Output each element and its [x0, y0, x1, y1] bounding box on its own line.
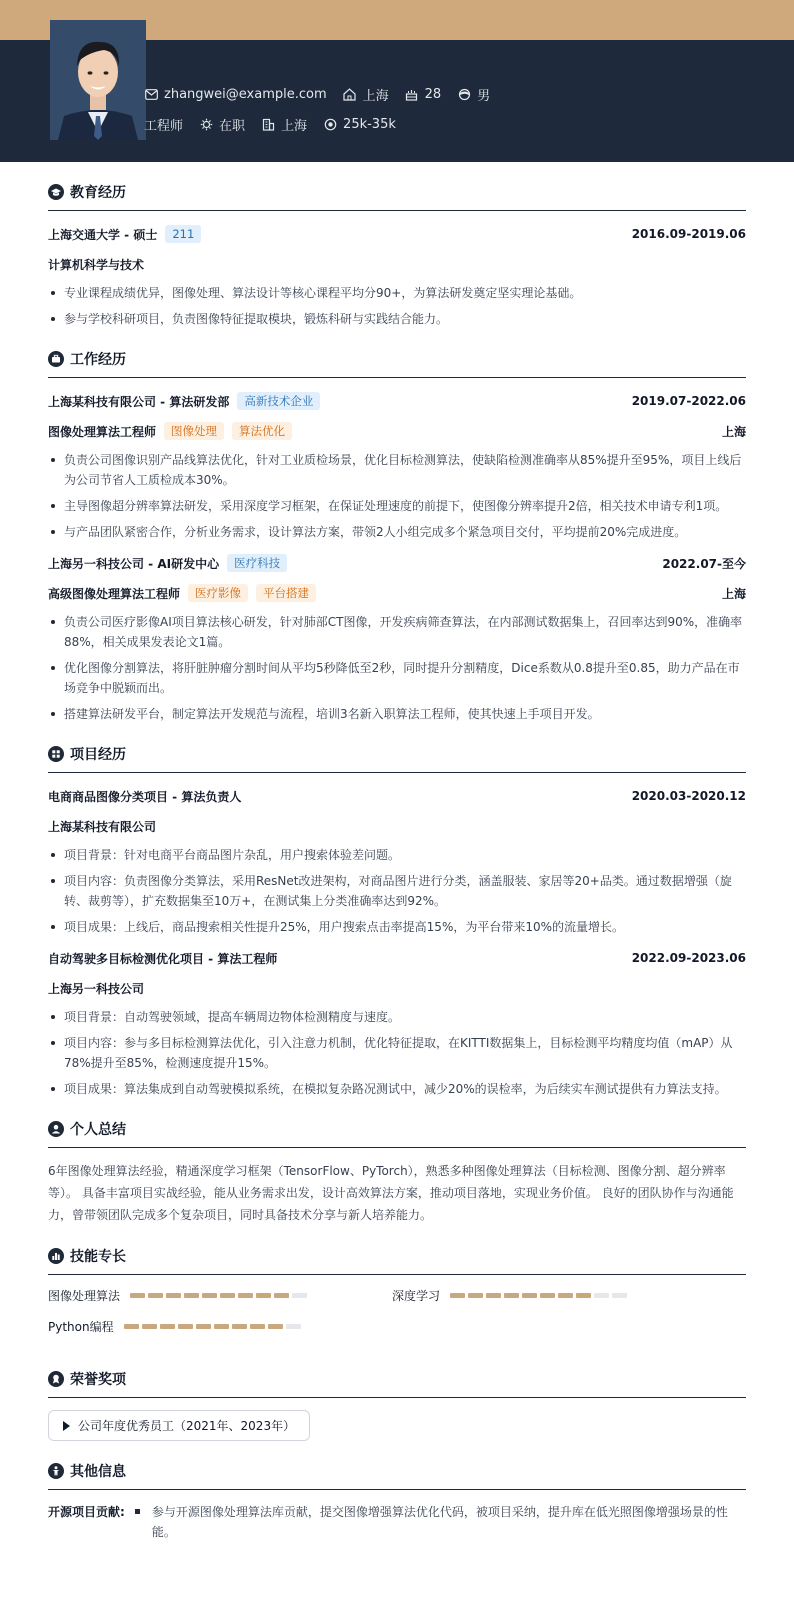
school-tag: 211: [165, 225, 201, 243]
skill-segment-filled: [504, 1293, 519, 1298]
work-date: 2022.07-至今: [662, 556, 746, 571]
mail-icon: [144, 88, 158, 102]
list-item: 与产品团队紧密合作，分析业务需求，设计算法方案，带领2人小组完成多个紧急项目交付，平均提前20%完成进度。: [48, 522, 746, 542]
grid-icon: [48, 746, 64, 762]
education-entry: [48, 223, 746, 329]
work-city-item: [261, 115, 307, 134]
education-bullets: [48, 283, 746, 329]
email-item: [144, 87, 327, 102]
skill-name: 深度学习: [392, 1289, 441, 1303]
summary-title: 个人总结: [70, 1122, 126, 1138]
skill-segment-filled: [558, 1293, 573, 1298]
list-item: 参与学校科研项目，负责图像特征提取模块，锻炼科研与实践结合能力。: [48, 309, 746, 329]
education-date: 2016.09-2019.06: [631, 227, 746, 241]
skill-segment-filled: [232, 1324, 247, 1329]
resume-body: [0, 162, 794, 1542]
summary-heading: [48, 1119, 746, 1148]
work-date: 2019.07-2022.06: [631, 394, 746, 408]
project-company-row: [48, 977, 746, 999]
skill-segment-filled: [268, 1324, 283, 1329]
position-name: 图像处理算法工程师: [48, 424, 157, 439]
skill-bar: [450, 1293, 630, 1298]
education-section: [48, 182, 746, 329]
job-title-item: [144, 115, 183, 134]
email-text: zhangwei@example.com: [164, 87, 327, 102]
project-date: 2022.09-2023.06: [631, 951, 746, 965]
profile-header: [0, 40, 794, 162]
skill-segment-empty: [292, 1293, 307, 1298]
work-position-row: [48, 420, 746, 442]
work-section: [48, 349, 746, 724]
person-icon: [48, 1463, 64, 1479]
project-name: 电商商品图像分类项目 - 算法负责人: [48, 789, 242, 804]
job-title-text: 工程师: [144, 119, 184, 134]
coin-icon: [323, 118, 337, 132]
project-company: 上海某科技有限公司: [48, 819, 157, 834]
skill-segment-filled: [274, 1293, 289, 1298]
work-heading: [48, 349, 746, 378]
projects-title: 项目经历: [70, 747, 126, 763]
graduation-cap-icon: [48, 184, 64, 200]
other-section: [48, 1461, 746, 1542]
skill-segment-empty: [286, 1324, 301, 1329]
project-bullets: [48, 1007, 746, 1099]
company-tag: 高新技术企业: [237, 392, 320, 410]
salary-item: [323, 117, 396, 132]
summary-text: 6年图像处理算法经验，精通深度学习框架（TensorFlow、PyTorch），熟悉多种图像处理算法（目标检测、图像分割、超分辨率等）。 具备丰富项目实战经验，能从业务需求出发，设计高效算法方案，推动项目落地，实现业务价值。 良好的团队协作与沟通能力，曾带领团队完成多个复杂项目，同时具备技术分享与新人培养能力。: [48, 1164, 734, 1222]
other-info-row: [48, 1502, 746, 1542]
award-toggle[interactable]: [48, 1410, 310, 1441]
salary-text: 25k-35k: [343, 117, 396, 132]
list-item: 项目背景：自动驾驶领域，提高车辆周边物体检测精度与速度。: [48, 1007, 746, 1027]
skill-item: [48, 1318, 392, 1335]
work-company-row: [48, 552, 746, 574]
major-name: 计算机科学与技术: [48, 257, 145, 272]
gender-icon: [457, 88, 471, 102]
summary-section: [48, 1119, 746, 1226]
list-item: 项目成果：上线后，商品搜索相关性提升25%，用户搜索点击率提高15%，为平台带来10%的流量增长。: [48, 917, 746, 937]
list-item: 负责公司医疗影像AI项目算法核心研发，针对肺部CT图像，开发疾病筛查算法，在内部测试数据集上，召回率达到90%，准确率88%，相关成果发表论文1篇。: [48, 612, 746, 652]
skill-segment-filled: [486, 1293, 501, 1298]
skill-tag: 平台搭建: [256, 584, 316, 602]
company-name: 上海另一科技公司 - AI研发中心: [48, 556, 220, 571]
other-title: 其他信息: [70, 1464, 126, 1480]
skill-name: Python编程: [48, 1320, 114, 1334]
city-text: 上海: [362, 89, 389, 104]
project-name-row: [48, 947, 746, 969]
skill-segment-filled: [148, 1293, 163, 1298]
school-name: 上海交通大学 - 硕士: [48, 227, 158, 242]
education-heading: [48, 182, 746, 211]
position-name: 高级图像处理算法工程师: [48, 586, 181, 601]
skill-item: [48, 1287, 392, 1304]
skill-bar: [130, 1293, 310, 1298]
list-item: 主导图像超分辨率算法研发，采用深度学习框架，在保证处理速度的前提下，使图像分辨率提升2倍，相关技术申请专利1项。: [48, 496, 746, 516]
skill-item: [392, 1287, 736, 1304]
gender-item: [457, 85, 490, 104]
award-text: 公司年度优秀员工（2021年、2023年）: [78, 1419, 296, 1433]
list-item: 项目内容：参与多目标检测算法优化，引入注意力机制，优化特征提取，在KITTI数据集上，目标检测平均精度均值（mAP）从78%提升至85%，检测速度提升15%。: [48, 1033, 746, 1073]
city-item: [343, 85, 389, 104]
project-name: 自动驾驶多目标检测优化项目 - 算法工程师: [48, 951, 278, 966]
work-bullets: [48, 450, 746, 542]
skill-segment-filled: [214, 1324, 229, 1329]
cake-icon: [405, 88, 419, 102]
education-major-row: [48, 253, 746, 275]
project-company: 上海另一科技公司: [48, 981, 145, 996]
skill-segment-filled: [256, 1293, 271, 1298]
home-icon: [343, 88, 357, 102]
status-item: [199, 115, 245, 134]
list-item: 项目内容：负责图像分类算法，采用ResNet改进架构，对商品图片进行分类，涵盖服装、家居等20+品类。通过数据增强（旋转、裁剪等），扩充数据集至10万+，在测试集上分类准确率达到92%。: [48, 871, 746, 911]
company-tag: 医疗科技: [227, 554, 287, 572]
list-item: 优化图像分割算法，将肝脏肿瘤分割时间从平均5秒降低至2秒，同时提升分割精度，Dice系数从0.8提升至0.85，助力产品在市场竞争中脱颖而出。: [48, 658, 746, 698]
skills-section: [48, 1246, 746, 1349]
skill-segment-filled: [450, 1293, 465, 1298]
projects-section: [48, 744, 746, 1099]
project-date: 2020.03-2020.12: [631, 789, 746, 803]
skill-segment-filled: [130, 1293, 145, 1298]
projects-heading: [48, 744, 746, 773]
project-entry: [48, 785, 746, 937]
list-item: 搭建算法研发平台，制定算法开发规范与流程，培训3名新入职算法工程师，使其快速上手项目开发。: [48, 704, 746, 724]
skill-segment-filled: [166, 1293, 181, 1298]
skill-segment-filled: [238, 1293, 253, 1298]
project-company-row: [48, 815, 746, 837]
skill-segment-filled: [160, 1324, 175, 1329]
skill-segment-filled: [142, 1324, 157, 1329]
skill-segment-empty: [594, 1293, 609, 1298]
skill-segment-filled: [178, 1324, 193, 1329]
education-title: 教育经历: [70, 185, 126, 201]
skill-segment-filled: [250, 1324, 265, 1329]
skill-name: 图像处理算法: [48, 1289, 121, 1303]
work-company-row: [48, 390, 746, 412]
avatar: [50, 20, 146, 140]
skill-tag: 图像处理: [164, 422, 224, 440]
skill-segment-filled: [468, 1293, 483, 1298]
skill-segment-filled: [540, 1293, 555, 1298]
awards-section: [48, 1369, 746, 1441]
skill-segment-filled: [202, 1293, 217, 1298]
list-item: 项目背景：针对电商平台商品图片杂乱，用户搜索体验差问题。: [48, 845, 746, 865]
age-text: 28: [424, 87, 442, 102]
list-item: 专业课程成绩优异，图像处理、算法设计等核心课程平均分90+，为算法研发奠定坚实理论基础。: [48, 283, 746, 303]
education-school-row: [48, 223, 746, 245]
skills-title: 技能专长: [70, 1249, 126, 1265]
gender-text: 男: [477, 89, 491, 104]
work-city-text: 上海: [281, 119, 308, 134]
project-name-row: [48, 785, 746, 807]
skill-bar: [124, 1324, 304, 1329]
work-title: 工作经历: [70, 352, 126, 368]
briefcase-icon: [48, 351, 64, 367]
age-item: [405, 87, 442, 102]
company-name: 上海某科技有限公司 - 算法研发部: [48, 394, 230, 409]
awards-heading: [48, 1369, 746, 1398]
other-heading: [48, 1461, 746, 1490]
skill-segment-filled: [220, 1293, 235, 1298]
work-entry: [48, 552, 746, 724]
job-intent-row: [144, 115, 412, 134]
work-location: 上海: [721, 424, 746, 439]
project-bullets: [48, 845, 746, 937]
skill-tag: 医疗影像: [188, 584, 248, 602]
skill-segment-empty: [612, 1293, 627, 1298]
awards-title: 荣誉奖项: [70, 1372, 126, 1388]
status-text: 在职: [219, 119, 246, 134]
contact-row: [144, 85, 506, 104]
user-icon: [48, 1121, 64, 1137]
skill-tag: 算法优化: [232, 422, 292, 440]
skill-segment-filled: [124, 1324, 139, 1329]
skill-segment-filled: [196, 1324, 211, 1329]
bullet-square: [135, 1509, 140, 1514]
project-entry: [48, 947, 746, 1099]
list-item: 负责公司图像识别产品线算法优化，针对工业质检场景，优化目标检测算法，使缺陷检测准确率从85%提升至95%，项目上线后为公司节省人工质检成本30%。: [48, 450, 746, 490]
bar-chart-icon: [48, 1248, 64, 1264]
other-label: 开源项目贡献:: [48, 1505, 125, 1519]
award-icon: [48, 1371, 64, 1387]
skill-segment-filled: [576, 1293, 591, 1298]
list-item: 项目成果：算法集成到自动驾驶模拟系统，在模拟复杂路况测试中，减少20%的误检率，为后续实车测试提供有力算法支持。: [48, 1079, 746, 1099]
work-position-row: [48, 582, 746, 604]
caret-right-icon: [63, 1421, 70, 1431]
building-icon: [261, 118, 275, 132]
work-location: 上海: [721, 586, 746, 601]
skills-heading: [48, 1246, 746, 1275]
skill-segment-filled: [522, 1293, 537, 1298]
skills-grid: [48, 1287, 746, 1349]
other-text: 参与开源图像处理算法库贡献，提交图像增强算法优化代码，被项目采纳，提升库在低光照图像增强场景的性能。: [151, 1505, 728, 1539]
work-bullets: [48, 612, 746, 724]
skill-segment-filled: [184, 1293, 199, 1298]
work-entry: [48, 390, 746, 542]
status-icon: [199, 118, 213, 132]
